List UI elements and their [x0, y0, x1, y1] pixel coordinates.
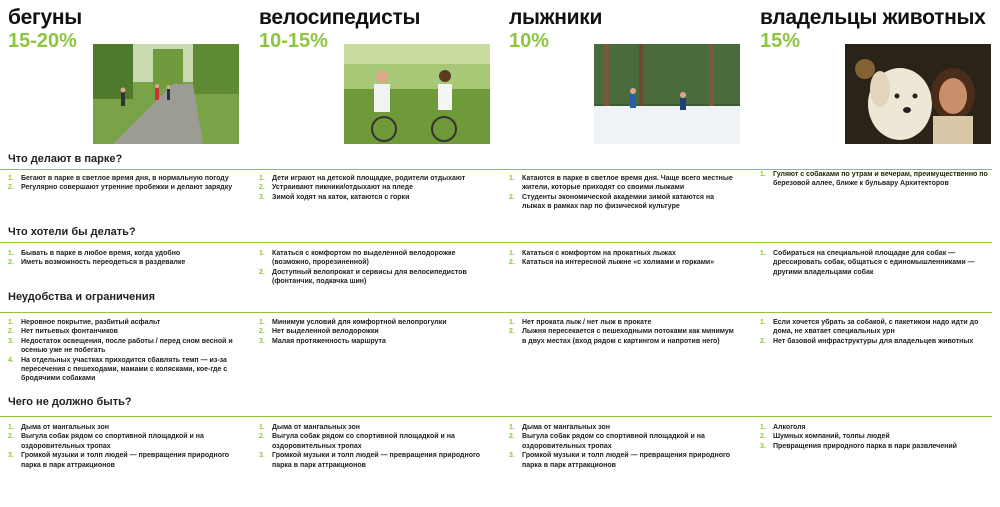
- section-cell: [8, 423, 238, 470]
- list-item: 2. Шумных компаний, толпы людей: [760, 433, 890, 441]
- list-item: 4. На отдельных участках приходится сбавлять темп — из-за пересечения с пешеходами, мамами с колясками, кое-где с бродячими собаками: [8, 356, 228, 383]
- section-cell: [509, 249, 739, 268]
- section-cell: [760, 318, 990, 346]
- list-item: 1. Если хочется убрать за собакой, с пакетиком надо идти до дома, не хватает специальных урн: [760, 319, 979, 336]
- list-item: 2. Нет питьевых фонтанчиков: [8, 328, 118, 336]
- list-item: 1. Дыма от мангальных зон: [8, 424, 109, 431]
- list-item: 2. Устраивают пикники/отдыхают на пледе: [259, 184, 414, 192]
- personas-header: [0, 0, 1000, 150]
- list-item: 2. Лыжня пересекается с пешеходными потоками как минимум в двух местах (вход рядом с картингом и напротив него): [509, 328, 734, 345]
- section-cell: [760, 170, 990, 189]
- persona-percent: 10%: [509, 30, 550, 52]
- persona-name: велосипедисты: [259, 6, 421, 29]
- section-cell: [8, 174, 238, 193]
- section-cell: [509, 318, 739, 346]
- persona-cyclists: [259, 6, 499, 146]
- list-item: 2. Выгула собак рядом со спортивной площадкой и на оздоровительных тропах: [509, 433, 705, 450]
- list-item: 3. Громкой музыки и толп людей — превращения природного парка в парк аттракционов: [8, 452, 230, 469]
- section-title-wishes: Что хотели бы делать?: [8, 226, 136, 238]
- list-item: 1. Гуляют с собаками по утрам и вечерам, преимущественно по березовой аллее, ближе к бульвару Архитекторов: [760, 171, 988, 188]
- section-cell: [509, 174, 739, 212]
- section-divider: [0, 312, 992, 313]
- section-cell: [259, 174, 489, 202]
- persona-skiers: [509, 6, 749, 146]
- section-divider: [0, 242, 992, 243]
- list-item: 3. Недостаток освещения, после работы / перед сном весной и осенью уже не побегать: [8, 337, 233, 355]
- dog-owner-photo: [845, 44, 991, 144]
- persona-name: лыжники: [509, 6, 603, 29]
- section-cell: [760, 249, 990, 277]
- section-divider: [0, 416, 992, 417]
- section-cell: [760, 423, 990, 451]
- section-title-prohibited: Чего не должно быть?: [8, 396, 132, 408]
- list-item: 2. Доступный велопрокат и сервисы для велосипедистов (фонтанчик, подкачка шин): [259, 268, 467, 286]
- section-cell: [259, 249, 489, 287]
- list-item: 1. Дыма от мангальных зон: [259, 424, 360, 431]
- list-item: 1. Катаются в парке в светлое время дня. Чаще всего местные жители, которые приходят со своими лыжами: [509, 175, 733, 192]
- list-item: 3. Превращения природного парка в парк развлечений: [760, 442, 957, 450]
- list-item: 1. Бегают в парке в светлое время дня, в нормальную погоду: [8, 175, 229, 182]
- persona-percent: 15%: [760, 30, 801, 52]
- list-item: 3. Малая протяженность маршрута: [259, 337, 386, 345]
- list-item: 2. Регулярно совершают утренние пробежки и делают зарядку: [8, 184, 233, 192]
- list-item: 1. Алкоголя: [760, 424, 806, 431]
- persona-percent: 15-20%: [8, 30, 77, 52]
- list-item: 3. Зимой ходят на каток, катаются с горки: [259, 193, 410, 201]
- section-cell: [8, 318, 238, 384]
- section-title-limitations: Неудобства и ограничения: [8, 291, 156, 303]
- list-item: 2. Выгула собак рядом со спортивной площадкой и на оздоровительных тропах: [259, 433, 455, 450]
- list-item: 2. Нет выделенной велодорожки: [259, 328, 379, 336]
- cyclists-photo: [344, 44, 490, 144]
- list-item: 1. Бывать в парке в любое время, когда удобно: [8, 250, 181, 257]
- list-item: 1. Дети играют на детской площадке, родители отдыхают: [259, 175, 466, 182]
- list-item: 2. Выгула собак рядом со спортивной площадкой и на оздоровительных тропах: [8, 433, 204, 450]
- persona-name: владельцы животных: [760, 6, 986, 29]
- section-cell: [509, 423, 739, 470]
- section-cell: [259, 423, 489, 470]
- list-item: 2. Кататься на интересной лыжне «с холмами и горками»: [509, 259, 715, 267]
- persona-name: бегуны: [8, 6, 82, 29]
- persona-percent: 10-15%: [259, 30, 328, 52]
- list-item: 1. Нет проката лыж / нет лыж в прокате: [509, 319, 652, 326]
- list-item: 3. Громкой музыки и толп людей — превращения природного парка в парк аттракционов: [509, 452, 731, 469]
- section-cell: [8, 249, 238, 268]
- list-item: 3. Громкой музыки и толп людей — превращения природного парка в парк аттракционов: [259, 452, 481, 469]
- list-item: 1. Минимум условий для комфортной велопрогулки: [259, 319, 447, 326]
- persona-pet-owners: [760, 6, 1000, 146]
- skiers-winter-forest-photo: [594, 44, 740, 144]
- list-item: 1. Неровное покрытие, разбитый асфальт: [8, 319, 161, 326]
- list-item: 1. Кататься с комфортом на прокатных лыжах: [509, 250, 676, 257]
- list-item: 2. Нет базовой инфраструктуры для владельцев животных: [760, 337, 974, 345]
- list-item: 1. Кататься с комфортом по выделенной велодорожке (возможно, прорезиненной): [259, 250, 456, 267]
- list-item: 2. Иметь возможность переодеться в раздевалке: [8, 259, 186, 267]
- list-item: 2. Студенты экономической академии зимой катаются на лыжах в рамках пар по физической культуре: [509, 193, 714, 211]
- list-item: 1. Дыма от мангальных зон: [509, 424, 610, 431]
- runners-park-photo: [93, 44, 239, 144]
- persona-runners: [8, 6, 248, 146]
- section-cell: [259, 318, 489, 346]
- list-item: 1. Собираться на специальной площадке для собак — дрессировать собак, общаться с единомышленниками — другими владельцами собак: [760, 250, 975, 276]
- section-title-activities: Что делают в парке?: [8, 153, 123, 165]
